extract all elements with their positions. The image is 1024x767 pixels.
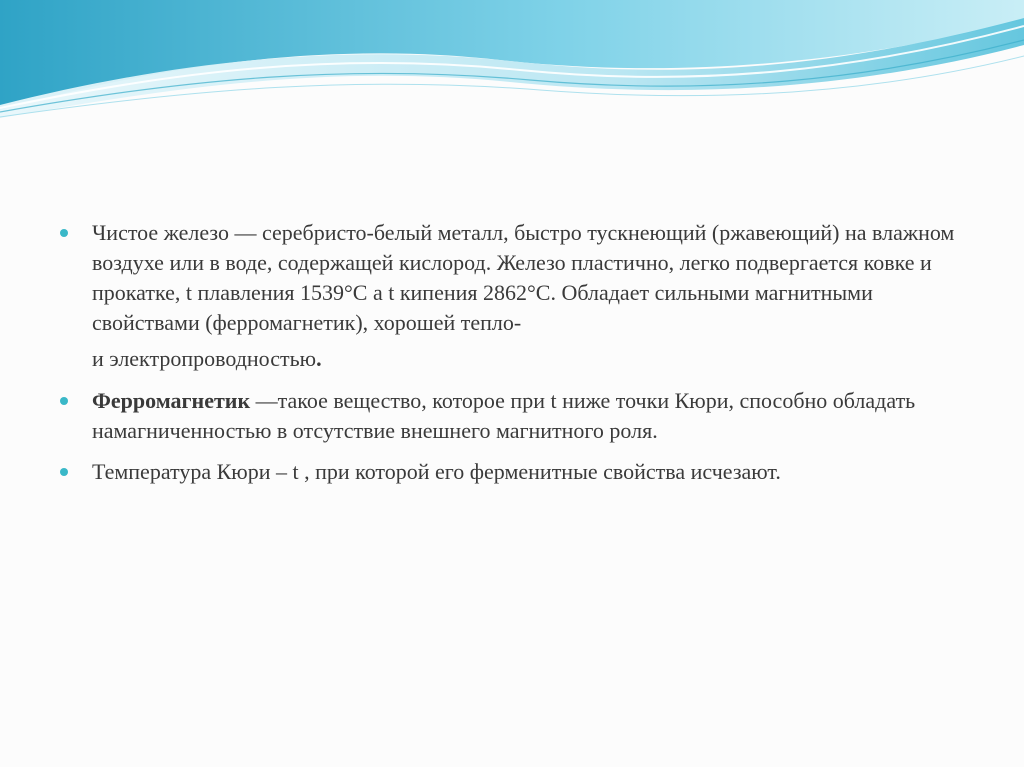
bullet-item-ferromagnet — [60, 386, 980, 446]
bullet-text: Чистое железо — серебристо-белый металл, быстро тускнеющий (ржавеющий) на влажном воздухе или в воде, содержащей кислород. Железо пластично, легко подвергается ковке и прокатке, t плавления 1539°С а t кипения 2862°С. Обладает сильными магнитными свойствами (ферромагнетик), хорошей тепло- — [92, 220, 955, 335]
bullet-text-tail-word: и электропроводностью — [92, 346, 317, 371]
bullet-text: —такое вещество, которое при t ниже точки Кюри, способно обладать намагниченностью в отсутствие внешнего магнитного роля. — [92, 388, 916, 443]
bullet-text-tail — [92, 344, 980, 374]
bullet-dot-icon — [60, 468, 68, 476]
content-area — [60, 218, 980, 498]
bullet-text: Температура Кюри – t , при которой его ферменитные свойства исчезают. — [92, 459, 781, 484]
bullet-list — [60, 218, 980, 487]
bullet-item-curie-temperature — [60, 457, 980, 487]
bullet-item-pure-iron — [60, 218, 980, 374]
bullet-text-end: . — [316, 346, 322, 371]
bullet-dot-icon — [60, 397, 68, 405]
bullet-term: Ферромагнетик — [92, 388, 256, 413]
wave-header-decoration — [0, 0, 1024, 130]
bullet-dot-icon — [60, 229, 68, 237]
